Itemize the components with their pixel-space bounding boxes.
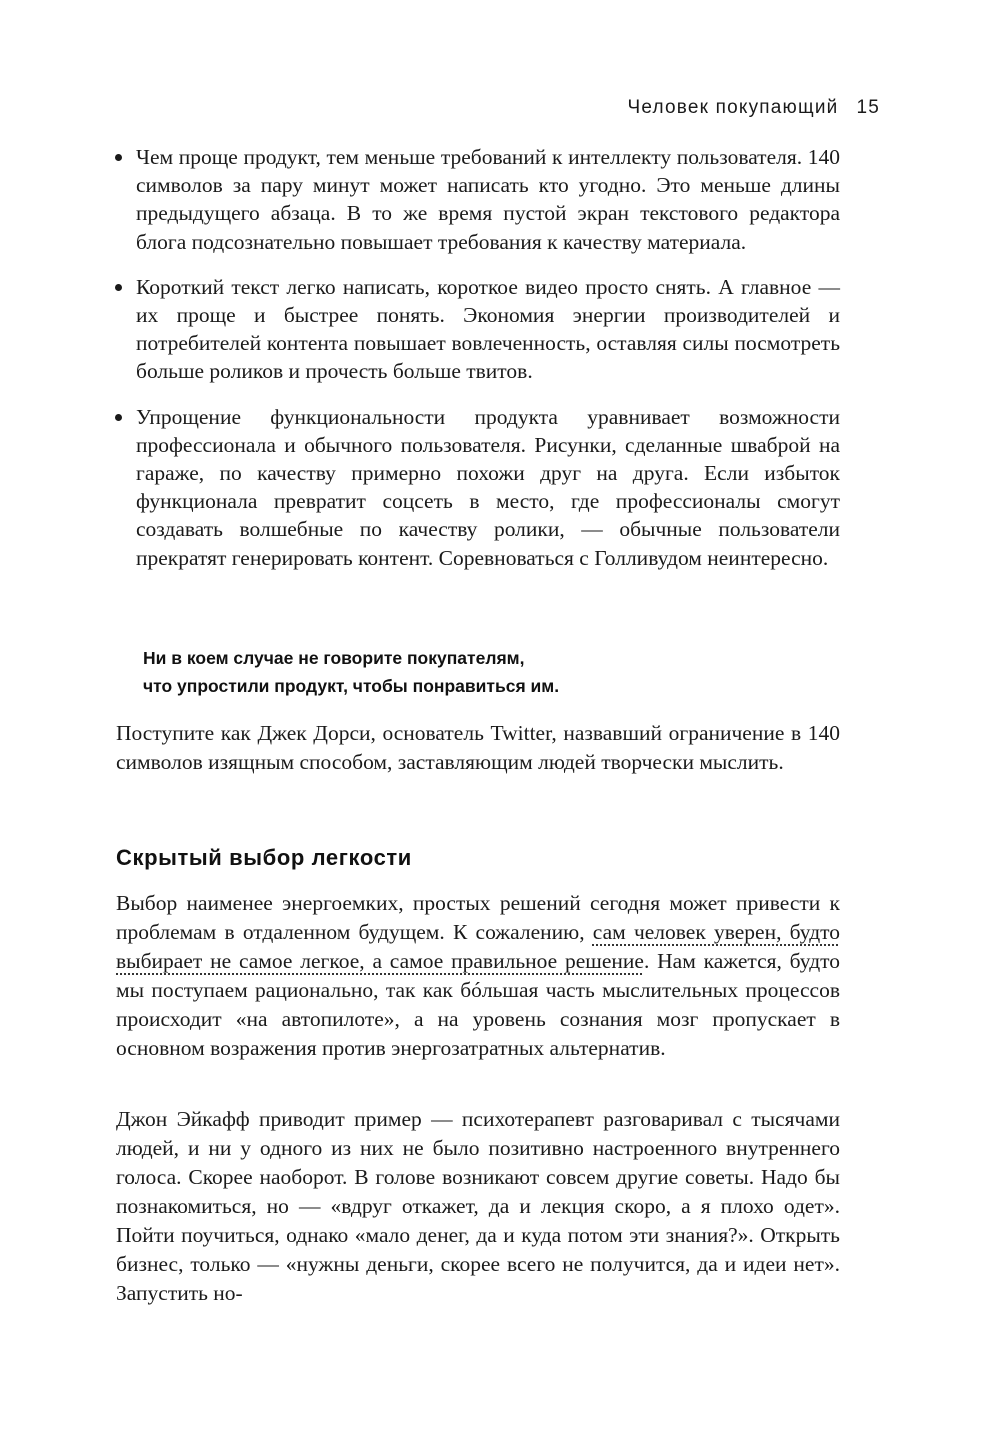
callout-quote xyxy=(143,644,743,700)
paragraph-text: . Нам кажется, будто мы поступаем рационально, так как бóльшая часть мыслительных процессов происходит «на автопилоте», а на уровень сознания мозг пропускает в основном возражения против энергозатратных альтернатив. xyxy=(116,949,840,1060)
body-paragraph xyxy=(116,889,840,1063)
chapter-title: Человек покупающий xyxy=(627,97,839,118)
body-paragraph: Поступите как Джек Дорси, основатель Twitter, назвавший ограничение в 140 символов изящным способом, заставляющим людей творчески мыслить. xyxy=(116,721,840,774)
list-item xyxy=(116,273,840,386)
list-item xyxy=(116,143,840,256)
bullet-icon xyxy=(115,154,122,161)
section-heading: Скрытый выбор легкости xyxy=(116,845,412,870)
underlined-phrase: сам человек уверен, будто выбирает не самое легкое, а самое правильное решение xyxy=(116,920,840,973)
callout-line: Ни в коем случае не говорите покупателям, xyxy=(143,648,525,668)
list-item-text: Чем проще продукт, тем меньше требований к интеллекту пользователя. 140 символов за пару минут может написать кто угодно. Это меньше длины предыдущего абзаца. В то же время пустой экран текстового редактора блога подсознательно повышает требования к качеству материала. xyxy=(136,145,840,254)
page-number: 15 xyxy=(856,97,880,118)
body-paragraph: Джон Эйкафф приводит пример — психотерапевт разговаривал с тысячами людей, и ни у одного из них не было позитивно настроенного внутреннего голоса. Скорее наоборот. В голове возникают совсем другие советы. Надо бы познакомиться, но — «вдруг откажет, да и лекция скоро, а я плохо одет». Пойти поучиться, однако «мало денег, да и куда потом эти знания?». Открыть бизнес, только — «нужны деньги, скорее всего не получится, да и идеи нет». Запустить но- xyxy=(116,1107,840,1305)
paragraph-text: Выбор наименее энергоемких, простых решений сегодня может привести к проблемам в отдаленном будущем. К сожалению, xyxy=(116,891,840,944)
bullet-icon xyxy=(115,414,122,421)
running-header xyxy=(555,97,880,119)
bullet-list xyxy=(116,143,840,589)
bullet-icon xyxy=(115,284,122,291)
callout-line: что упростили продукт, чтобы понравиться им. xyxy=(143,676,560,696)
list-item-text: Короткий текст легко написать, короткое видео просто снять. А главное — их проще и быстрее понять. Экономия энергии производителей и потребителей контента повышает вовлеченность, оставляя силы посмотреть больше роликов и прочесть больше твитов. xyxy=(136,274,840,384)
list-item xyxy=(116,403,840,572)
list-item-text: Упрощение функциональности продукта уравнивает возможности профессионала и обычного пользователя. Рисунки, сделанные шваброй на гараже, по качеству примерно похожи друг на друга. Если избыток функционала превратит соцсеть в место, где профессионалы смогут создавать волшебные по качеству ролики, — обычные пользователи прекратят генерировать контент. Соревноваться с Голливудом неинтересно. xyxy=(136,404,840,570)
